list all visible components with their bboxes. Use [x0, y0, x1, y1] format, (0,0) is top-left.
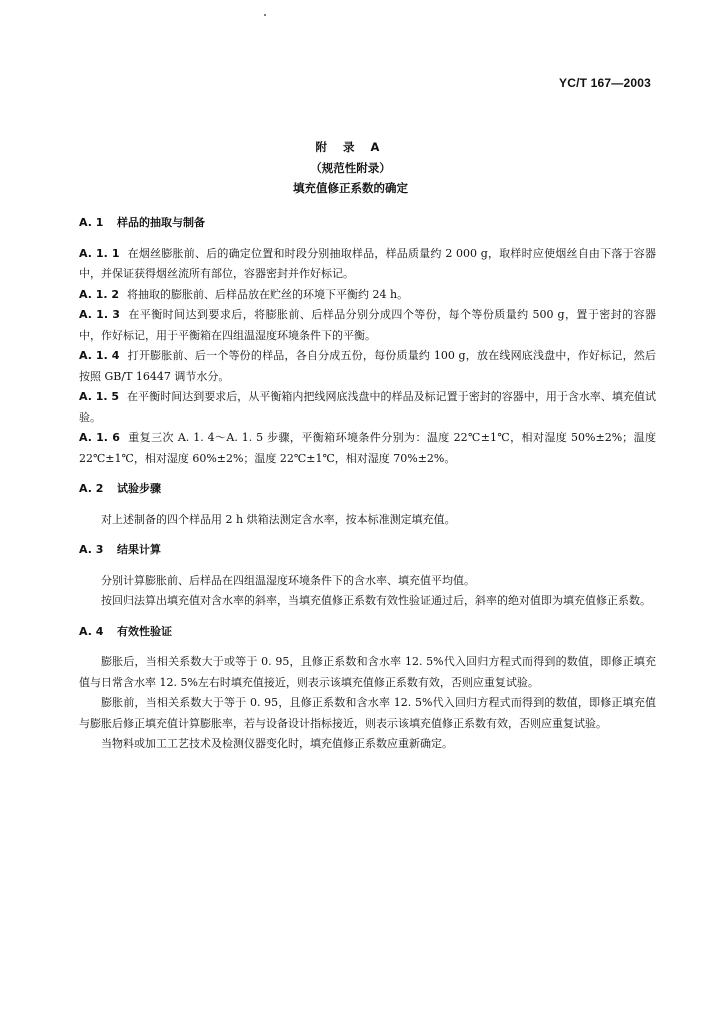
section-number: A. 1 [79, 216, 104, 229]
annex-type: （规范性附录） [310, 161, 391, 175]
annex-title: 附 录 A [315, 140, 386, 154]
section-a1 [79, 213, 656, 469]
clause-number: A. 1. 1 [79, 246, 120, 260]
document-code: YC/T 167—2003 [559, 76, 651, 90]
paragraph: 分别计算膨胀前、后样品在四组温湿度环境条件下的含水率、填充值平均值。 [101, 573, 475, 587]
section-title: 有效性验证 [117, 624, 172, 638]
clause-number: A. 1. 2 [79, 287, 120, 301]
clause-text: 在烟丝膨胀前、后的确定位置和时段分别抽取样品，样品质量约 2 000 g，取样时应使烟丝自由下落于容器中，并保证获得烟丝流所有部位，容器密封并作好标记。 [79, 246, 656, 280]
document-body [79, 213, 656, 765]
clause-a1-2 [79, 285, 656, 306]
section-number: A. 2 [79, 482, 104, 495]
clause-a1-4 [79, 346, 656, 387]
section-title: 试验步骤 [117, 482, 161, 495]
paragraph: 膨胀前，当相关系数大于等于 0. 95，且修正系数和含水率 12. 5%代入回归方程式而得到的数值，即修正填充值与膨胀后修正填充值计算膨胀率，若与设备设计指标接近，则表示该填充值修正系数有效，否则应重复试验。 [79, 696, 656, 730]
section-heading [79, 479, 656, 500]
section-a2 [79, 479, 656, 530]
clause-number: A. 1. 3 [79, 308, 120, 321]
annex-name: 填充值修正系数的确定 [293, 181, 408, 195]
section-a4 [79, 622, 656, 755]
paragraph: 当物料或加工工艺技术及检测仪器变化时，填充值修正系数应重新确定。 [101, 737, 453, 750]
clause-number: A. 1. 6 [79, 431, 120, 444]
clause-a1-3 [79, 305, 656, 346]
clause-text: 将抽取的膨胀前、后样品放在贮丝的环境下平衡约 24 h。 [127, 287, 409, 301]
clause-text: 在平衡时间达到要求后，将膨胀前、后样品分别分成四个等份，每个等份质量约 500 g，置于密封的容器中，作好标记，用于平衡箱在四组温湿度环境条件下的平衡。 [79, 308, 656, 342]
clause-number: A. 1. 4 [79, 349, 120, 362]
clause-text: 打开膨胀前、后一个等份的样品，各自分成五份，每份质量约 100 g，放在线网底浅盘中，作好标记，然后按照 GB/T 16447 调节水分。 [79, 349, 656, 383]
section-number: A. 3 [79, 543, 104, 556]
section-number: A. 4 [79, 624, 104, 638]
clause-number: A. 1. 5 [79, 390, 120, 403]
clause-a1-1 [79, 244, 656, 285]
paragraph: 膨胀后，当相关系数大于或等于 0. 95，且修正系数和含水率 12. 5%代入回归方程式而得到的数值，即修正填充值与日常含水率 12. 5%左右时填充值接近，则表示该填充值修正系数有效，否则应重复试验。 [79, 655, 656, 689]
clause-a1-5 [79, 387, 656, 428]
clause-text: 在平衡时间达到要求后，从平衡箱内把线网底浅盘中的样品及标记置于密封的容器中，用于含水率、填充值试验。 [79, 390, 657, 424]
section-title: 结果计算 [117, 543, 161, 556]
clause-text: 重复三次 A. 1. 4～A. 1. 5 步骤，平衡箱环境条件分别为：温度 22℃±1℃，相对湿度 50%±2%；温度 22℃±1℃，相对湿度 60%±2%；温度 22℃±1℃，相对湿度 70%±2%。 [79, 431, 656, 465]
paragraph: 对上述制备的四个样品用 2 h 烘箱法测定含水率，按本标准测定填充值。 [101, 512, 456, 526]
section-a3 [79, 540, 656, 612]
paragraph: 按回归法算出填充值对含水率的斜率，当填充值修正系数有效性验证通过后，斜率的绝对值即为填充值修正系数。 [101, 594, 651, 607]
section-title: 样品的抽取与制备 [117, 216, 205, 229]
section-heading [79, 622, 656, 643]
section-heading [79, 540, 656, 561]
clause-a1-6 [79, 428, 656, 469]
section-heading [79, 213, 656, 234]
scan-speck [264, 14, 266, 16]
